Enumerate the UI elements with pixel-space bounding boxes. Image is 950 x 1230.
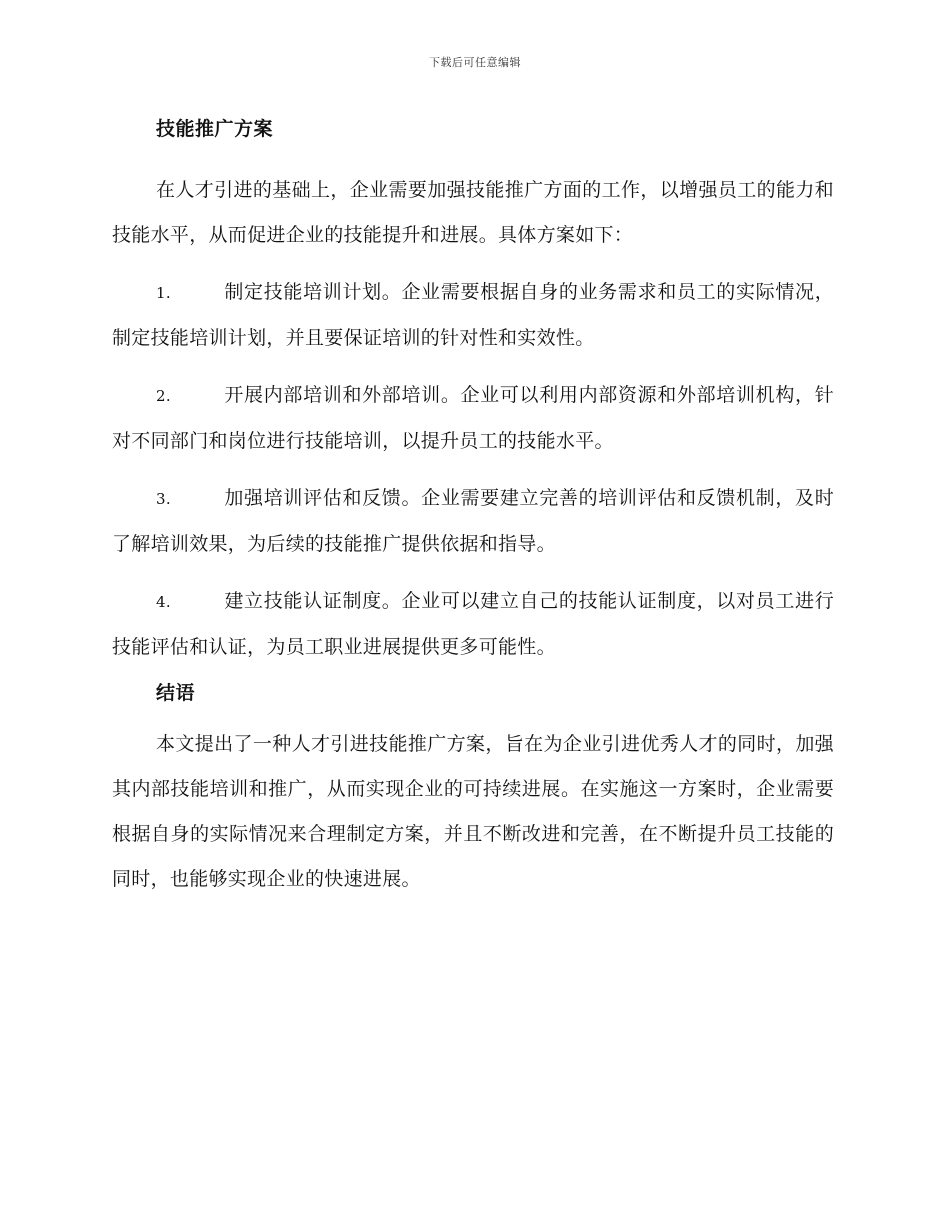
- list-item-4: [112, 579, 834, 670]
- list-item-2: [112, 373, 834, 464]
- section-heading-skill-promotion: 技能推广方案: [156, 118, 274, 140]
- conclusion-paragraph: 本文提出了一种人才引进技能推广方案，旨在为企业引进优秀人才的同时，加强其内部技能培训和推广，从而实现企业的可持续进展。在实施这一方案时，企业需要根据自身的实际情况来合理制定方案，并且不断改进和完善，在不断提升员工技能的同时，也能够实现企业的快速进展。: [112, 733, 834, 890]
- list-item-text: 开展内部培训和外部培训。企业可以利用内部资源和外部培训机构，针对不同部门和岗位进行技能培训，以提升员工的技能水平。: [112, 384, 834, 452]
- list-item-text: 加强培训评估和反馈。企业需要建立完善的培训评估和反馈机制，及时了解培训效果，为后续的技能推广提供依据和指导。: [112, 487, 834, 555]
- list-item-text: 建立技能认证制度。企业可以建立自己的技能认证制度，以对员工进行技能评估和认证，为员工职业进展提供更多可能性。: [112, 590, 834, 658]
- list-number: 2.: [156, 387, 171, 405]
- list-number: 4.: [156, 593, 171, 611]
- list-item-3: [112, 476, 834, 567]
- list-number: 1.: [156, 284, 171, 302]
- list-item-1: [112, 270, 834, 361]
- list-number: 3.: [156, 490, 171, 508]
- list-item-text: 制定技能培训计划。企业需要根据自身的业务需求和员工的实际情况，制定技能培训计划，并且要保证培训的针对性和实效性。: [112, 281, 834, 349]
- intro-paragraph: 在人才引进的基础上，企业需要加强技能推广方面的工作，以增强员工的能力和技能水平，从而促进企业的技能提升和进展。具体方案如下：: [112, 179, 834, 246]
- header-note: 下载后可任意编辑: [429, 56, 521, 69]
- section-heading-conclusion: 结语: [156, 682, 196, 704]
- document-body: [112, 112, 834, 902]
